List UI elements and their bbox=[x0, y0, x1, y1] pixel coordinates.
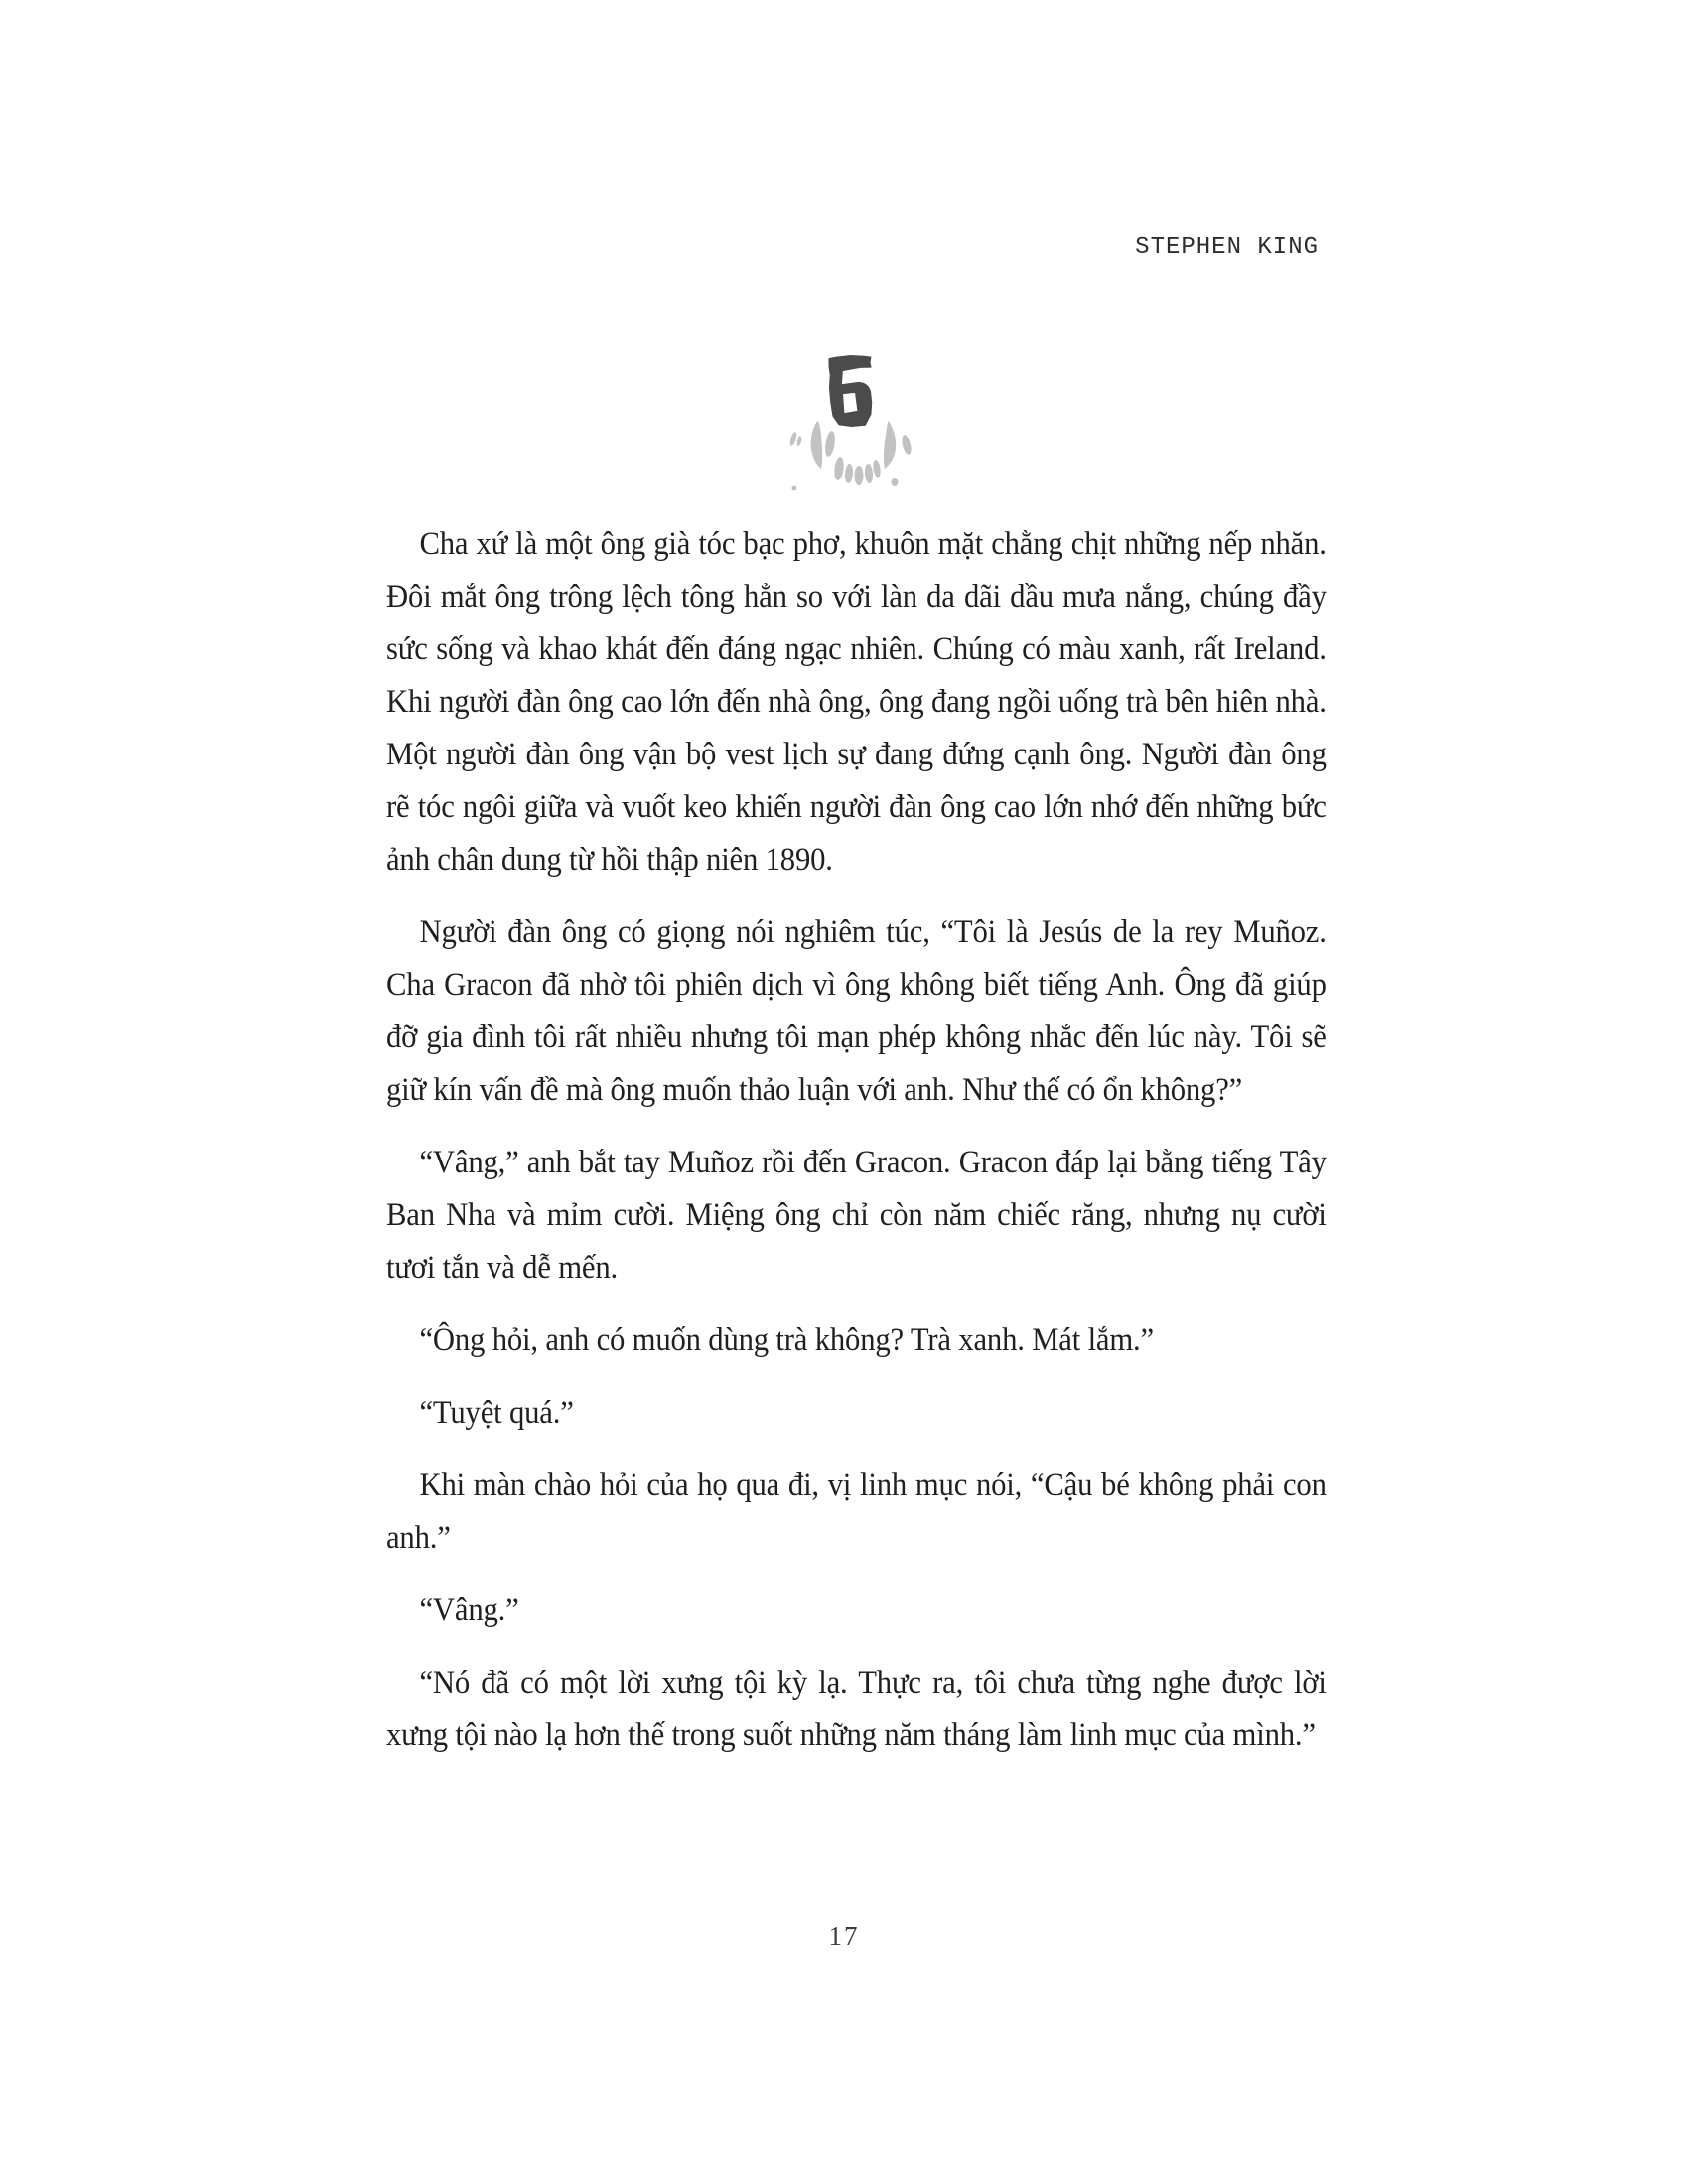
paragraph: “Tuyệt quá.” bbox=[419, 1395, 574, 1431]
paragraph: “Vâng,” anh bắt tay Muñoz rồi đến Gracon. Gracon đáp lại bằng tiếng Tây Ban Nha và mỉm cười. Miệng ông chỉ còn năm chiếc răng, nhưng nụ cười tươi tắn và dễ mến. bbox=[386, 1145, 1327, 1286]
body-text bbox=[386, 518, 1327, 1782]
chapter-number-ornament bbox=[781, 347, 920, 501]
chapter-heading bbox=[781, 347, 920, 501]
page-number: 17 bbox=[828, 1921, 860, 1951]
paragraph: Khi màn chào hỏi của họ qua đi, vị linh mục nói, “Cậu bé không phải con anh.” bbox=[386, 1467, 1327, 1556]
paragraph: “Ông hỏi, anh có muốn dùng trà không? Trà xanh. Mát lắm.” bbox=[419, 1322, 1154, 1358]
paragraph: Người đàn ông có giọng nói nghiêm túc, “Tôi là Jesús de la rey Muñoz. Cha Gracon đã nhờ tôi phiên dịch vì ông không biết tiếng Anh. Ông đã giúp đỡ gia đình tôi rất nhiều nhưng tôi mạn phép không nhắc đến lúc này. Tôi sẽ giữ kín vấn đề mà ông muốn thảo luận với anh. Như thế có ổn không?” bbox=[386, 914, 1327, 1108]
running-header-author: STEPHEN KING bbox=[1135, 234, 1319, 261]
paragraph: “Vâng.” bbox=[419, 1592, 519, 1628]
paragraph: Cha xứ là một ông già tóc bạc phơ, khuôn mặt chằng chịt những nếp nhăn. Đôi mắt ông trông lệch tông hẳn so với làn da dãi dầu mưa nắng, chúng đầy sức sống và khao khát đến đáng ngạc nhiên. Chúng có màu xanh, rất Ireland. Khi người đàn ông cao lớn đến nhà ông, ông đang ngồi uống trà bên hiên nhà. Một người đàn ông vận bộ vest lịch sự đang đứng cạnh ông. Người đàn ông rẽ tóc ngôi giữa và vuốt keo khiến người đàn ông cao lớn nhớ đến những bức ảnh chân dung từ hồi thập niên 1890. bbox=[386, 526, 1327, 878]
paragraph: “Nó đã có một lời xưng tội kỳ lạ. Thực ra, tôi chưa từng nghe được lời xưng tội nào lạ hơn thế trong suốt những năm tháng làm linh mục của mình.” bbox=[386, 1665, 1327, 1753]
